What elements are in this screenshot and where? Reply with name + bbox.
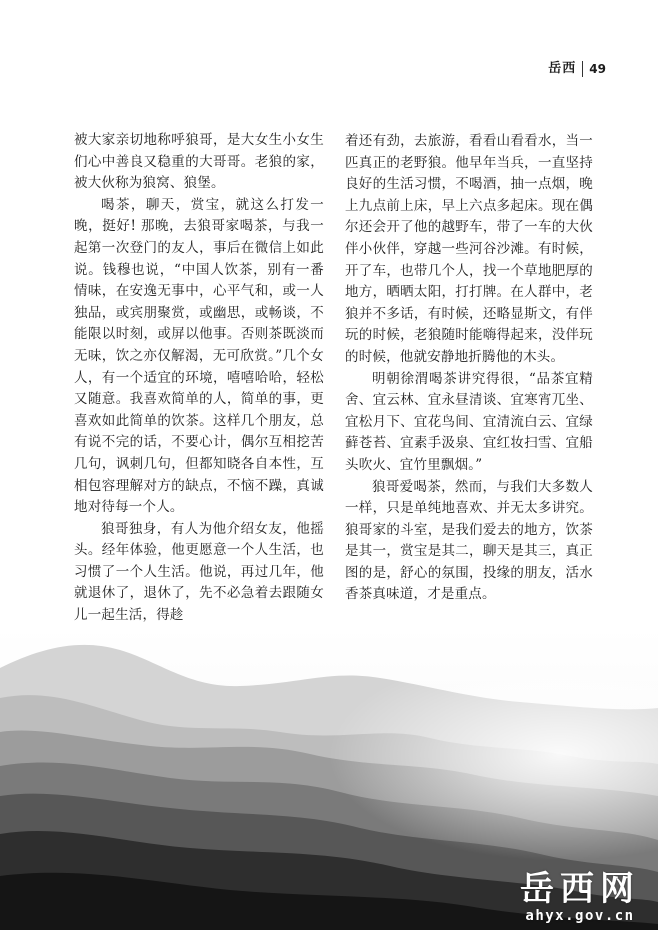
paragraph: 喝茶，聊天，赏宝，就这么打发一晚，挺好! 那晚，去狼哥家喝茶，与我一起第一次登门的友人，事后在微信上如此说。钱穆也说，“中国人饮茶，别有一番情味，在安逸无事中，心平气和，或一人独品，或宾朋聚赏，或幽思，或畅谈，不能限以时刻，或屏以他事。否则茶既淡而无味，饮之亦仅解渴，无可欣赏。”几个女人，有一个适宜的环境，嘻嘻哈哈，轻松又随意。我喜欢简单的人，简单的事，更喜欢如此简单的饮茶。这样几个朋友，总有说不完的话，不要心计，偶尔互相挖苦几句，讽刺几句，但都知晓各自本性，互相包容理解对方的缺点，不恼不躁，真诚地对待每一个人。: [74, 196, 324, 516]
paragraph: 着还有劲，去旅游，看看山看看水，当一匹真正的老野狼。他早年当兵，一直坚持良好的生活习惯，不喝酒，抽一点烟，晚上九点前上床，早上六点多起床。现在偶尔还会开了他的越野车，带了一车的大伙伴小伙伴，穿越一些河谷沙滩。有时候，开了车，也带几个人，找一个草地肥厚的地方，晒晒太阳，打打牌。在人群中，老狼并不多话，有时候，还略显斯文，有伴玩的时候，老狼随时能嗨得起来，没伴玩的时候，他就安静地折腾他的木头。: [345, 133, 593, 365]
paragraph: 狼哥爱喝茶，然而，与我们大多数人一样，只是单纯地喜欢、并无太多讲究。狼哥家的斗室，是我们爱去的地方，饮茶是其一，赏宝是其二，聊天是其三，真正图的是，舒心的氛围，投缘的朋友，活水香茶真味道，才是重点。: [345, 478, 593, 603]
right-column: [345, 131, 593, 606]
paragraph: 明朝徐渭喝茶讲究得很，“品茶宜精舍、宜云林、宜永昼清谈、宜寒宵兀坐、宜松月下、宜花鸟间、宜清流白云、宜绿藓苍苔、宜素手汲泉、宜红妆扫雪、宜船头吹火、宜竹里飘烟。”: [345, 370, 593, 473]
paragraph: 被大家亲切地称呼狼哥，是大女生小女生们心中善良又稳重的大哥哥。老狼的家，被大伙称为狼窝、狼堡。: [74, 132, 324, 192]
magazine-name: 岳西: [548, 61, 583, 77]
watermark-title: 岳西网: [520, 869, 640, 909]
left-column: [74, 130, 324, 627]
paragraph: 狼哥独身，有人为他介绍女友，他摇头。经年体验，他更愿意一个人生活，也习惯了一个人生活。他说，再过几年，他就退休了，退休了，先不必急着去跟随女儿一起生活，得趁: [74, 520, 324, 624]
page-number: 49: [589, 62, 606, 76]
site-watermark: [520, 870, 640, 924]
page-header: [548, 58, 606, 80]
watermark-url: ahyx.gov.cn: [525, 908, 635, 924]
